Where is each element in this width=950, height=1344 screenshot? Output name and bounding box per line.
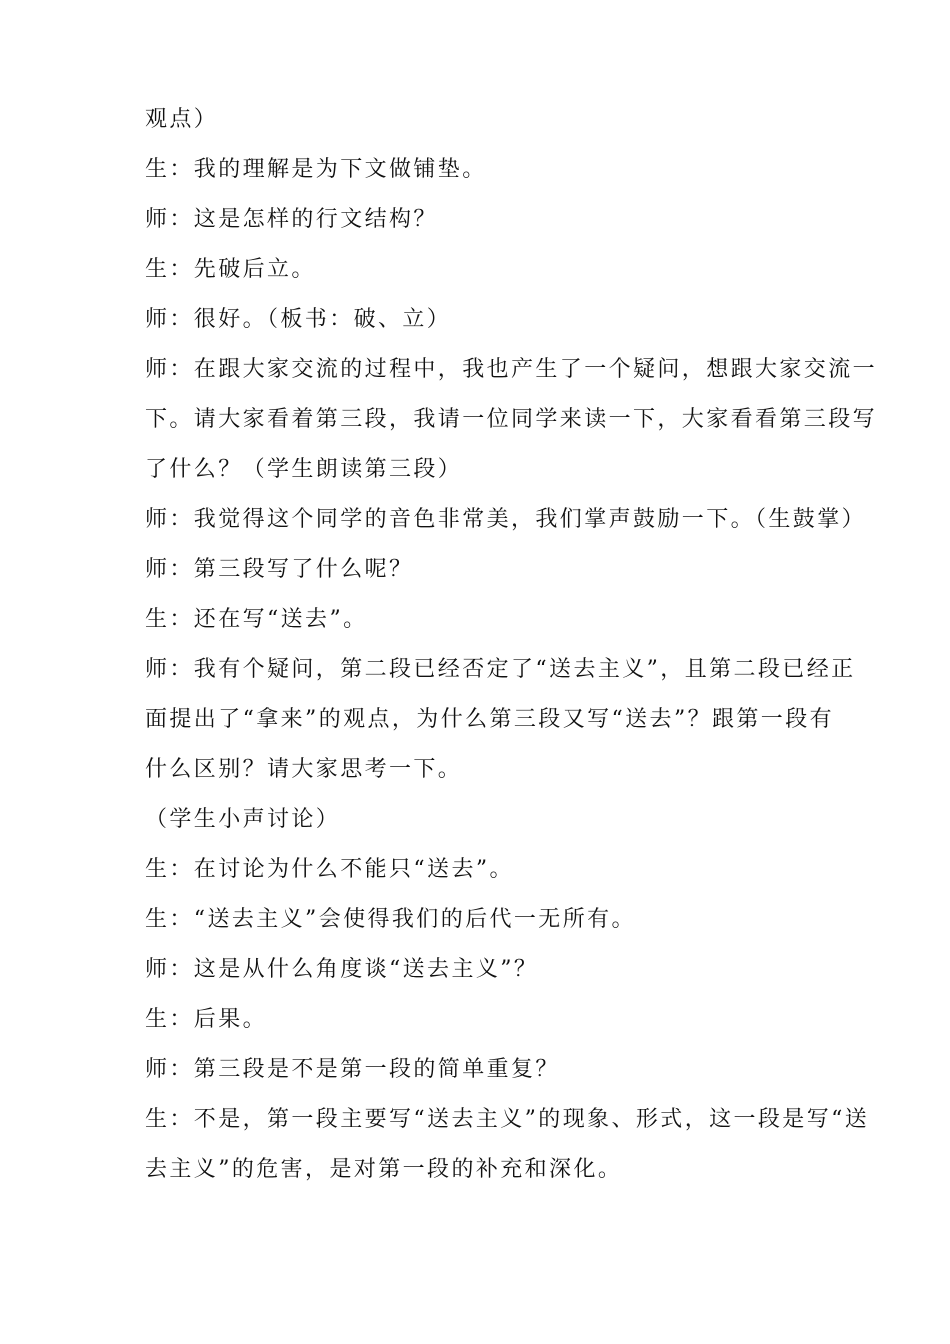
text-line: 观点）	[145, 107, 219, 132]
text-line: 下。请大家看着第三段，我请一位同学来读一下，大家看看第三段写	[145, 407, 878, 432]
text-line: 师：这是从什么角度谈“送去主义”？	[145, 957, 539, 982]
text-line: 师：第三段是不是第一段的简单重复？	[145, 1057, 560, 1082]
text-line: （学生小声讨论）	[145, 807, 341, 832]
text-line: 生：先破后立。	[145, 257, 316, 282]
text-line: 生：还在写“送去”。	[145, 607, 368, 632]
document-body	[145, 102, 878, 1202]
text-line: 师：我觉得这个同学的音色非常美，我们掌声鼓励一下。（生鼓掌）	[145, 507, 867, 532]
text-line: 生：“送去主义”会使得我们的后代一无所有。	[145, 907, 636, 932]
text-line: 师：这是怎样的行文结构？	[145, 207, 438, 232]
text-line: 生：后果。	[145, 1007, 268, 1032]
text-line: 生：我的理解是为下文做铺垫。	[145, 157, 487, 182]
text-line: 面提出了“拿来”的观点，为什么第三段又写“送去”？跟第一段有	[145, 707, 834, 732]
text-line: 去主义”的危害，是对第一段的补充和深化。	[145, 1157, 623, 1182]
text-line: 生：在讨论为什么不能只“送去”。	[145, 857, 514, 882]
text-line: 什么区别？请大家思考一下。	[145, 757, 463, 782]
text-line: 生：不是，第一段主要写“送去主义”的现象、形式，这一段是写“送	[145, 1107, 870, 1132]
text-line: 师：我有个疑问，第二段已经否定了“送去主义”，且第二段已经正	[145, 657, 856, 682]
text-line: 师：第三段写了什么呢？	[145, 557, 414, 582]
text-line: 师：很好。（板书：破、立）	[145, 307, 452, 332]
text-line: 师：在跟大家交流的过程中，我也产生了一个疑问，想跟大家交流一	[145, 357, 878, 382]
text-line: 了什么？（学生朗读第三段）	[145, 457, 463, 482]
